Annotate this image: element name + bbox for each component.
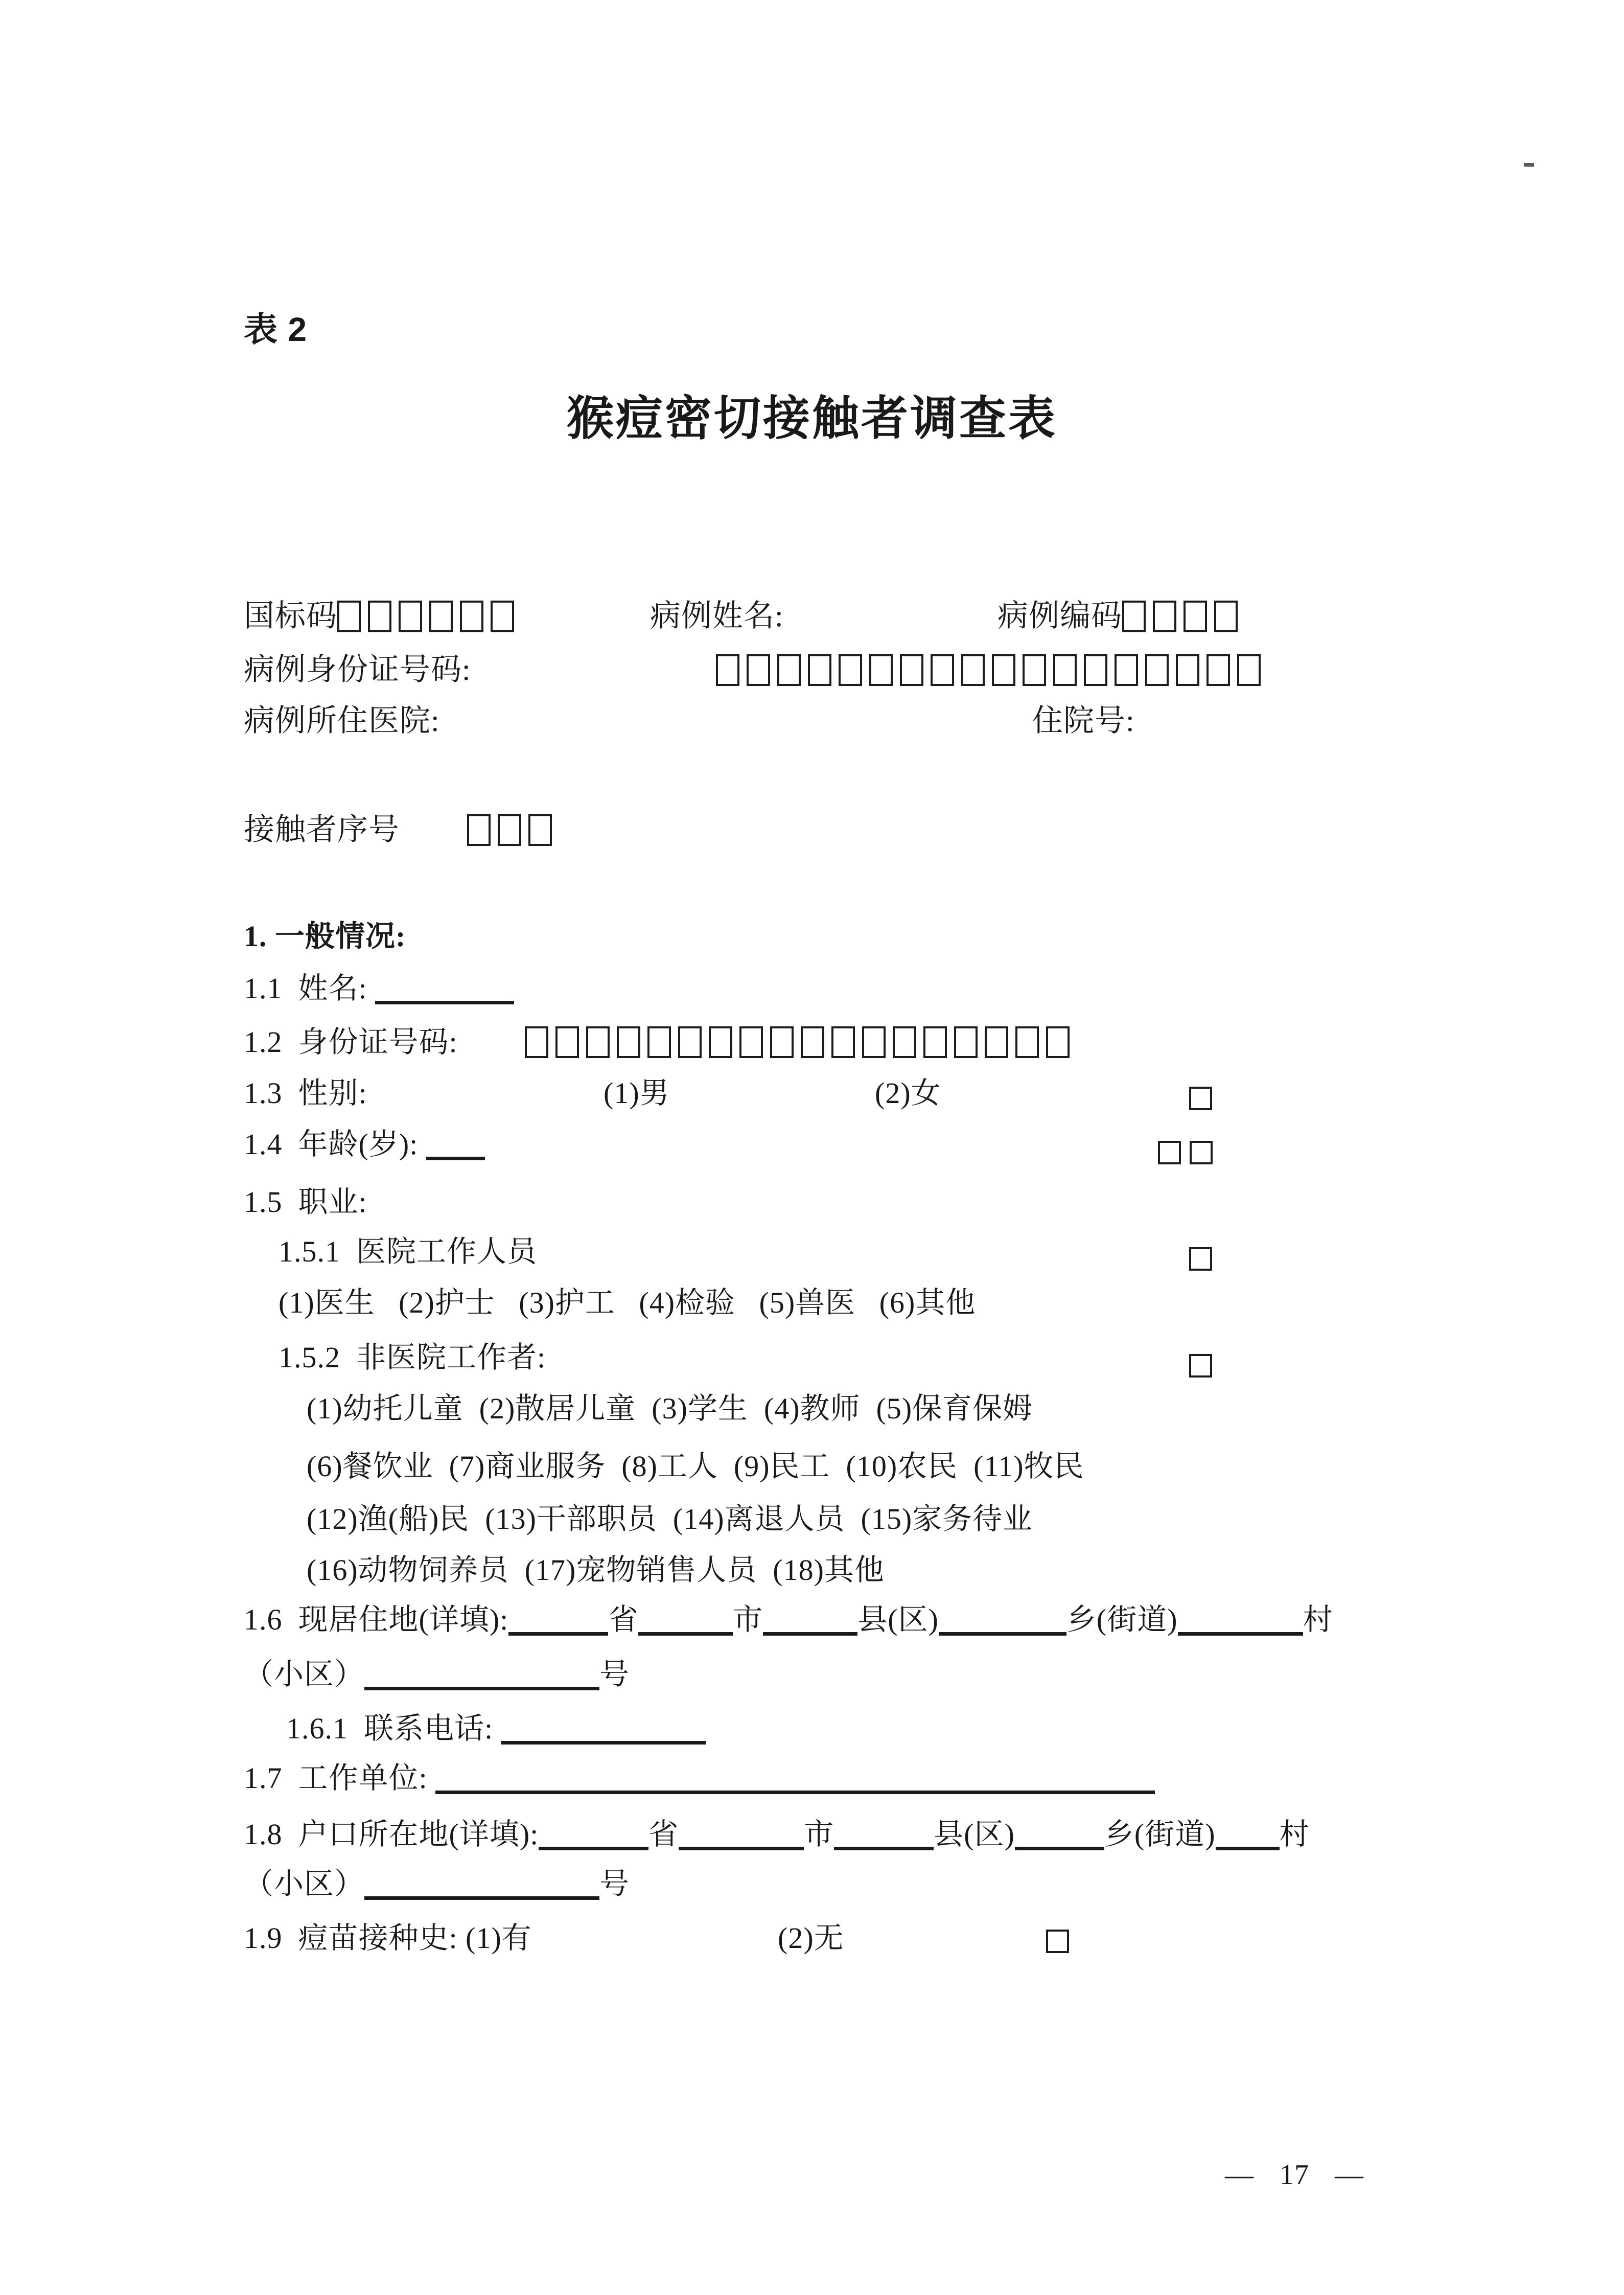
case-header-row-2 — [244, 652, 471, 688]
age-box[interactable] — [1158, 1141, 1181, 1164]
q16-community-row — [244, 1657, 630, 1692]
case-code-label: 病例编码 — [997, 599, 1122, 633]
q16-county-blank[interactable] — [763, 1632, 857, 1636]
q152-options-line4: (16)动物饲养员 (17)宠物销售人员 (18)其他 — [307, 1553, 885, 1587]
q19-option-yes: (1)有 — [466, 1921, 532, 1955]
case-id-box[interactable] — [777, 654, 801, 686]
age-blank[interactable] — [426, 1157, 485, 1160]
q18-unit-village: 村 — [1279, 1818, 1310, 1851]
contact-id-box[interactable] — [709, 1026, 732, 1058]
gb-code-label: 国标码 — [244, 599, 337, 633]
q17-row — [244, 1761, 1155, 1796]
contact-id-box[interactable] — [647, 1026, 671, 1058]
case-code-box[interactable] — [1214, 601, 1238, 632]
case-id-box[interactable] — [1207, 654, 1230, 686]
case-id-box[interactable] — [716, 654, 739, 686]
age-boxes — [1158, 1134, 1213, 1169]
contact-id-box[interactable] — [923, 1026, 947, 1058]
q18-community-label: （小区） — [244, 1867, 365, 1900]
q16-row — [244, 1602, 1333, 1637]
scan-artifact-mark — [1524, 163, 1534, 167]
hospital-worker-checkbox-wrap — [1189, 1241, 1212, 1275]
q152-options-line3: (12)渔(船)民 (13)干部职员 (14)离退人员 (15)家务待业 — [307, 1502, 1033, 1535]
q152-options-line1: (1)幼托儿童 (2)散居儿童 (3)学生 (4)教师 (5)保育保姆 — [307, 1392, 1033, 1425]
q151-row — [279, 1234, 537, 1269]
q16-city-blank[interactable] — [638, 1632, 733, 1636]
non-hospital-worker-checkbox-wrap — [1189, 1347, 1212, 1382]
hospital-worker-checkbox[interactable] — [1189, 1247, 1212, 1271]
admission-number-label: 住院号: — [1032, 704, 1135, 738]
contact-id-box[interactable] — [770, 1026, 794, 1058]
q19-option-no: (2)无 — [778, 1921, 844, 1955]
hospital-label: 病例所住医院: — [244, 704, 440, 738]
case-id-box[interactable] — [900, 654, 923, 686]
contact-id-box[interactable] — [954, 1026, 978, 1058]
q18-community-blank[interactable] — [364, 1896, 599, 1900]
page-footer — [1225, 2158, 1364, 2192]
case-code-box[interactable] — [1122, 601, 1146, 632]
case-id-box[interactable] — [1023, 654, 1046, 686]
contact-id-box[interactable] — [893, 1026, 916, 1058]
gb-code-box[interactable] — [399, 601, 422, 632]
case-id-boxes — [716, 652, 1268, 688]
q161-row — [286, 1711, 706, 1746]
gb-code-boxes — [337, 599, 521, 633]
contact-id-box[interactable] — [525, 1026, 548, 1058]
contact-seq-row — [244, 812, 400, 848]
q19-label: 1.9 痘苗接种史: — [244, 1921, 466, 1955]
q151-options: (1)医生 (2)护士 (3)护工 (4)检验 (5)兽医 (6)其他 — [279, 1286, 976, 1319]
case-name-label: 病例姓名: — [650, 599, 784, 633]
contact-id-box[interactable] — [801, 1026, 824, 1058]
case-id-label: 病例身份证号码: — [244, 653, 471, 686]
q16-village-blank[interactable] — [1178, 1632, 1303, 1636]
case-code-group — [997, 598, 1245, 634]
q152-label: 1.5.2 非医院工作者: — [279, 1341, 546, 1374]
contact-id-box[interactable] — [617, 1026, 640, 1058]
q13-row — [244, 1076, 941, 1111]
case-id-box[interactable] — [1115, 654, 1138, 686]
q16-community-label: （小区） — [244, 1658, 365, 1691]
q19-row — [244, 1921, 844, 1956]
case-id-box[interactable] — [931, 654, 954, 686]
gb-code-box[interactable] — [491, 601, 514, 632]
contact-id-box[interactable] — [1046, 1026, 1070, 1058]
q16-community-suffix: 号 — [599, 1658, 630, 1691]
q14-label: 1.4 年龄(岁): — [244, 1128, 419, 1161]
age-box[interactable] — [1190, 1141, 1213, 1164]
q12-row — [244, 1025, 458, 1060]
contact-id-box[interactable] — [1015, 1026, 1039, 1058]
table-label: 表 2 — [244, 310, 308, 348]
q16-label: 1.6 现居住地(详填): — [244, 1603, 509, 1636]
contact-id-box[interactable] — [739, 1026, 763, 1058]
q16-community-blank[interactable] — [364, 1687, 599, 1690]
footer-dash-left: — — [1225, 2159, 1254, 2191]
section1-heading: 1. 一般情况: — [244, 920, 406, 953]
q18-community-row — [244, 1867, 630, 1901]
q11-label: 1.1 姓名: — [244, 972, 367, 1005]
case-id-box[interactable] — [961, 654, 985, 686]
q13-option-male: (1)男 — [604, 1076, 670, 1110]
q14-row — [244, 1127, 485, 1162]
q18-unit-township: 乡(街道) — [1104, 1818, 1216, 1851]
name-blank[interactable] — [375, 1001, 514, 1004]
sex-checkbox-wrap — [1189, 1080, 1212, 1115]
gb-code-box[interactable] — [337, 601, 361, 632]
vaccination-checkbox-wrap — [1046, 1923, 1069, 1958]
contact-id-box[interactable] — [586, 1026, 610, 1058]
q152-row — [279, 1340, 546, 1375]
case-header-row-3 — [244, 703, 1135, 739]
q16-township-blank[interactable] — [939, 1632, 1066, 1636]
case-id-box[interactable] — [1053, 654, 1077, 686]
q15-label: 1.5 职业: — [244, 1185, 367, 1219]
q18-unit-city: 市 — [804, 1818, 834, 1851]
contact-id-box[interactable] — [555, 1026, 579, 1058]
contact-seq-box[interactable] — [498, 814, 521, 846]
case-code-box[interactable] — [1153, 601, 1176, 632]
workplace-blank[interactable] — [435, 1791, 1155, 1794]
contact-seq-label: 接触者序号 — [244, 813, 400, 846]
q18-province-blank[interactable] — [539, 1847, 648, 1850]
gb-code-box[interactable] — [460, 601, 483, 632]
q16-unit-province: 省 — [608, 1603, 639, 1636]
non-hospital-worker-checkbox[interactable] — [1189, 1354, 1212, 1378]
q161-label: 1.6.1 联系电话: — [286, 1712, 494, 1745]
q13-label: 1.3 性别: — [244, 1076, 367, 1110]
footer-dash-right: — — [1335, 2159, 1364, 2191]
case-id-box[interactable] — [992, 654, 1015, 686]
q18-row — [244, 1817, 1310, 1852]
case-id-box[interactable] — [747, 654, 770, 686]
q18-city-blank[interactable] — [679, 1847, 804, 1850]
gb-code-box[interactable] — [429, 601, 453, 632]
q18-unit-province: 省 — [648, 1818, 679, 1851]
q13-option-female: (2)女 — [875, 1076, 941, 1110]
q15-row — [244, 1185, 367, 1220]
case-id-box[interactable] — [1176, 654, 1199, 686]
page-title: 猴痘密切接触者调查表 — [566, 393, 1057, 445]
case-id-box[interactable] — [839, 654, 862, 686]
gb-code-box[interactable] — [368, 601, 391, 632]
q16-province-blank[interactable] — [508, 1632, 608, 1636]
q152-options-line2: (6)餐饮业 (7)商业服务 (8)工人 (9)民工 (10)农民 (11)牧民 — [307, 1450, 1084, 1483]
q16-unit-county: 县(区) — [857, 1603, 939, 1636]
phone-blank[interactable] — [501, 1741, 706, 1745]
case-id-box[interactable] — [1084, 654, 1107, 686]
page-number: 17 — [1280, 2159, 1309, 2191]
contact-id-box[interactable] — [678, 1026, 702, 1058]
contact-seq-box[interactable] — [467, 814, 491, 846]
q18-label: 1.8 户口所在地(详填): — [244, 1818, 539, 1851]
case-id-box[interactable] — [1237, 654, 1261, 686]
case-code-box[interactable] — [1184, 601, 1207, 632]
contact-id-box[interactable] — [862, 1026, 886, 1058]
contact-id-box[interactable] — [831, 1026, 855, 1058]
contact-id-box[interactable] — [985, 1026, 1008, 1058]
contact-seq-box[interactable] — [528, 814, 552, 846]
q18-village-blank[interactable] — [1216, 1847, 1280, 1850]
contact-seq-boxes — [467, 812, 559, 848]
q18-county-blank[interactable] — [834, 1847, 934, 1850]
case-id-box[interactable] — [1145, 654, 1169, 686]
vaccination-checkbox[interactable] — [1046, 1930, 1069, 1953]
sex-checkbox[interactable] — [1189, 1087, 1212, 1110]
case-id-box[interactable] — [808, 654, 831, 686]
q16-unit-village: 村 — [1303, 1603, 1333, 1636]
q151-label: 1.5.1 医院工作人员 — [279, 1235, 538, 1268]
q18-township-blank[interactable] — [1015, 1847, 1104, 1850]
q18-community-suffix: 号 — [599, 1867, 630, 1900]
q11-row — [244, 971, 514, 1006]
contact-id-boxes — [525, 1025, 1077, 1060]
case-id-box[interactable] — [869, 654, 893, 686]
q16-unit-city: 市 — [733, 1603, 763, 1636]
q18-unit-county: 县(区) — [934, 1818, 1015, 1851]
case-header-row-1 — [244, 598, 1122, 634]
q17-label: 1.7 工作单位: — [244, 1761, 428, 1795]
q16-unit-township: 乡(街道) — [1066, 1603, 1178, 1636]
case-code-boxes — [1122, 599, 1245, 633]
q12-label: 1.2 身份证号码: — [244, 1025, 458, 1059]
